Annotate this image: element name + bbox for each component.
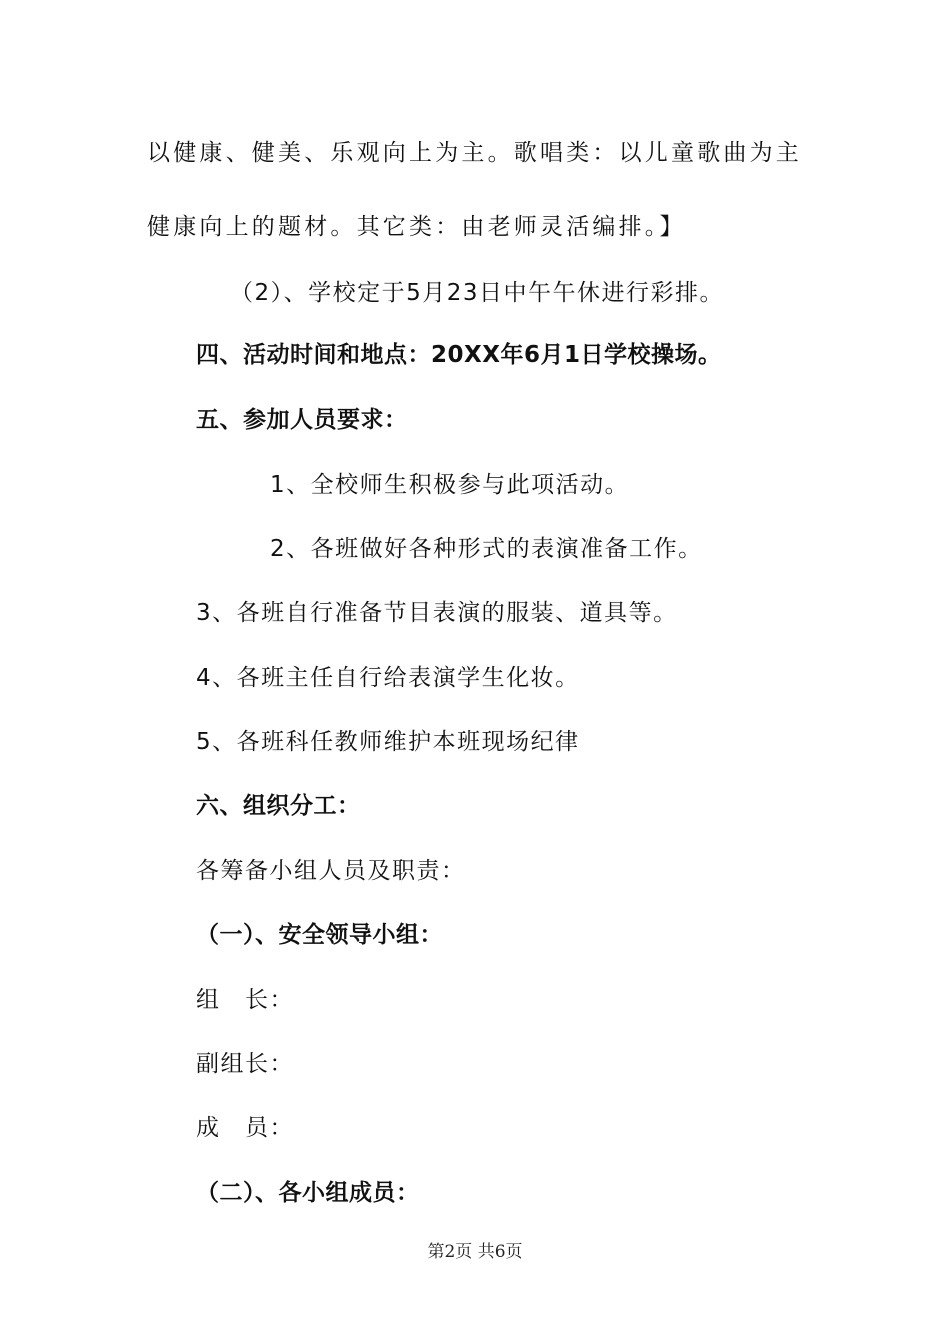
subsection-heading: （二）、各小组成员： — [196, 1180, 420, 1206]
list-item: 1、全校师生积极参与此项活动。 — [270, 472, 630, 498]
section-heading: 六、组织分工： — [196, 793, 361, 819]
section-heading: 四、活动时间和地点：20XX年6月1日学校操场。 — [196, 342, 722, 368]
page-footer: 第2页 共6页 — [427, 1242, 523, 1262]
paragraph-line: 各筹备小组人员及职责： — [196, 858, 466, 884]
paragraph-line: （2）、学校定于5月23日中午午休进行彩排。 — [230, 280, 725, 306]
role-label: 组 长： — [196, 987, 294, 1013]
paragraph-line: 健康向上的题材。其它类：由老师灵活编排。】 — [147, 214, 686, 240]
subsection-heading: （一）、安全领导小组： — [196, 922, 443, 948]
section-heading: 五、参加人员要求： — [196, 407, 408, 433]
list-item: 2、各班做好各种形式的表演准备工作。 — [270, 536, 703, 562]
list-item: 3、各班自行准备节目表演的服装、道具等。 — [196, 600, 678, 626]
role-label: 成 员： — [196, 1115, 294, 1141]
paragraph-line: 以健康、健美、乐观向上为主。歌唱类：以儿童歌曲为主 — [147, 140, 802, 166]
role-label: 副组长： — [196, 1051, 294, 1077]
list-item: 5、各班科任教师维护本班现场纪律 — [196, 729, 580, 755]
list-item: 4、各班主任自行给表演学生化妆。 — [196, 665, 580, 691]
